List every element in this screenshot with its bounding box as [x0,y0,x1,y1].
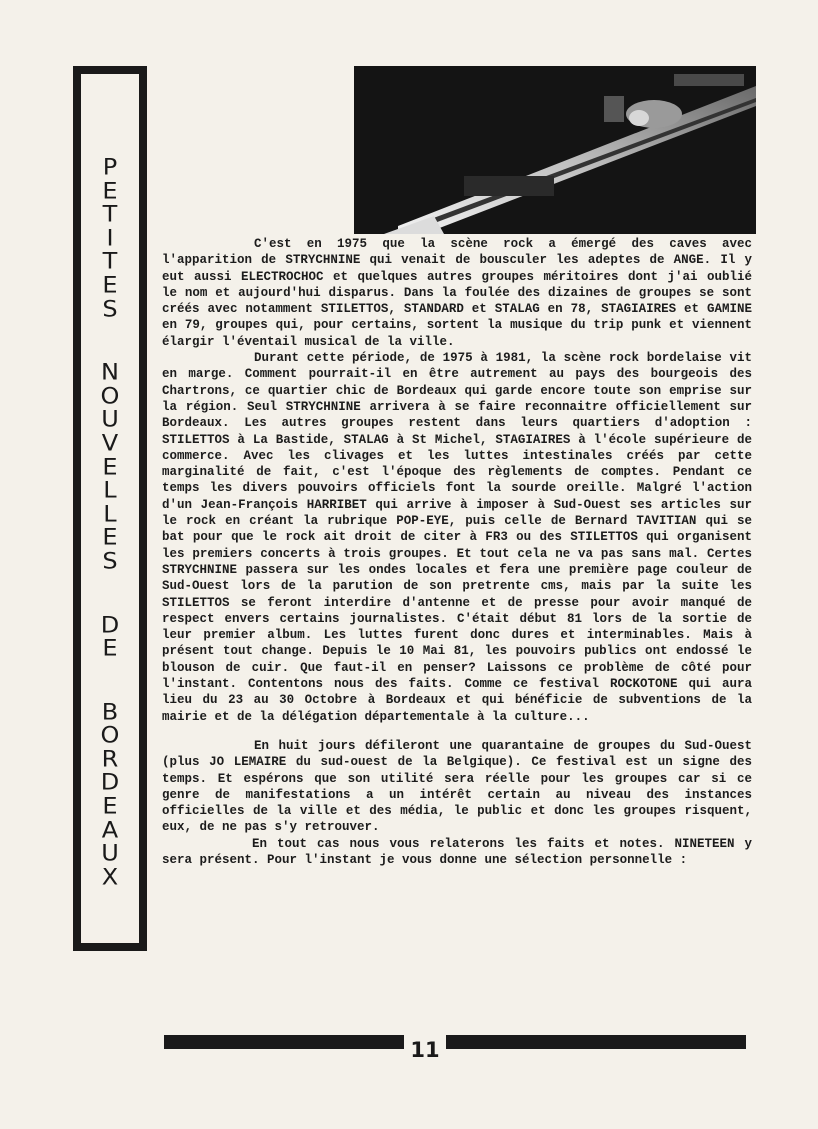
article-paragraph-4: En tout cas nous vous relaterons les faits et notes. NINETEEN y sera présent. Pour l'instant je vous donne une sélection personnelle : [162,836,752,867]
section-title-word [100,698,120,890]
section-title-letter: A [101,816,119,843]
section-title-letter: E [102,177,118,204]
section-title-word [100,611,120,662]
section-title-letter: S [102,548,118,574]
section-title-vertical [81,156,139,923]
section-title-box [73,66,147,951]
section-title-letter: V [101,430,119,456]
section-title-letter: S [102,295,118,322]
footer-bar-right [446,1035,746,1049]
section-title-letter: O [100,382,120,409]
concert-photo [354,66,756,234]
section-title-letter: I [106,224,114,251]
section-title-letter: L [103,500,117,527]
section-title-letter: R [101,746,119,772]
section-title-letter: P [102,154,118,180]
section-title-letter: N [101,359,119,386]
section-title-letter: E [102,524,118,551]
article-paragraph-3: En huit jours défileront une quarantaine de groupes du Sud-Ouest (plus JO LEMAIRE du sud-ouest de la Belgique). Ce festival est un signe des temps. Et espérons que son utilité sera réelle pour les groupes car si ce genre de manifestations a un intérêt certain au niveau des instances officielles de la ville et des média, le public et donc les groupes risquent, eux, de ne pas s'y retrouver. [162,738,752,835]
section-title-letter: T [102,248,118,275]
article-paragraph-2: Durant cette période, de 1975 à 1981, la scène rock bordelaise vit en marge. Comment pourrait-il en être autrement au pays des bourgeois des Chartrons, ce quartier chic de Bordeaux qui garde encore toute son emprise sur la région. Seul STRYCHNINE arrivera à se faire reconnaitre officiellement sur Bordeaux. Les autres groupes restent dans leurs quartiers d'adoption : STILETTOS à La Bastide, STALAG à St Michel, STAGIAIRES à l'école supérieure de commerce. Avec les clivages et les luttes intestinales créés par cette marginalité de fait, c'est l'époque des règlements de comptes. Pendant ce temps les divers pouvoirs officiels font la sourde oreille. Malgré l'action d'un Jean-François HARRIBET qui arrive à imposer à Sud-Ouest ses articles sur le rock en créant la rubrique POP-EYE, puis celle de Bernard TAVITIAN qui se bat pour que le rock ait droit de citer à FR3 ou des STILETTOS qui organisent les premiers concerts à trois groupes. Et tout cela ne va pas sans mal. Certes STRYCHNINE passera sur les ondes locales et fera une première page couleur de Sud-Ouest lors de la parution de son pretrente cms, mais par la suite les STILETTOS se feront interdire d'antenne et de presse pour avoir manqué de respect envers certains journalistes. C'était début 81 lors de la sortie de leur premier album. Les luttes furent donc dures et interminables. Mais à présent tout change. Depuis le 10 Mai 81, les pouvoirs publics ont endossé le blouson de cuir. Que faut-il en penser? Laissons ce problème de côté pour l'instant. Contentons nous des faits. Comme ce festival ROCKOTONE qui aura lieu du 23 au 30 Octobre à Bordeaux et qui bénéficie de subventions de la mairie et de la délégation départementale à la culture... [162,351,752,724]
section-title-letter: O [100,722,120,749]
section-title-letter: B [101,698,119,725]
section-title-letter: U [101,840,119,867]
section-title-word [102,156,117,321]
section-title-letter: D [100,611,120,638]
section-title-letter: L [103,477,117,504]
section-title-letter: E [102,453,118,480]
page-number: 11 [410,1038,440,1062]
footer-bar-left [164,1035,404,1049]
section-title-letter: E [102,635,118,662]
guitar-neck-image [354,66,756,234]
section-title-letter: T [102,201,118,228]
section-title-letter: E [102,272,118,298]
section-title-letter: X [101,864,119,890]
section-title-letter: E [102,793,118,820]
section-title-word [101,361,120,573]
article-paragraph-1: C'est en 1975 que la scène rock a émergé des caves avec l'apparition de STRYCHNINE qui venait de bousculer les adeptes de ANGE. Il y eut aussi ELECTROCHOC et quelques autres groupes méritoires dont j'ai oublié le nom et aujourd'hui disparus. Dans la foulée des dizaines de groupes se sont créés avec notamment STILETTOS, STANDARD et STALAG en 78, STAGIAIRES et GAMINE en 79, groupes qui, pour certains, sortent la musique du trip punk et viennent élargir l'éventail musical de la ville. [162,237,752,349]
section-title-letter: U [101,406,119,433]
page-footer [164,1030,746,1070]
section-title-letter: D [100,769,120,796]
article-body [162,236,752,868]
